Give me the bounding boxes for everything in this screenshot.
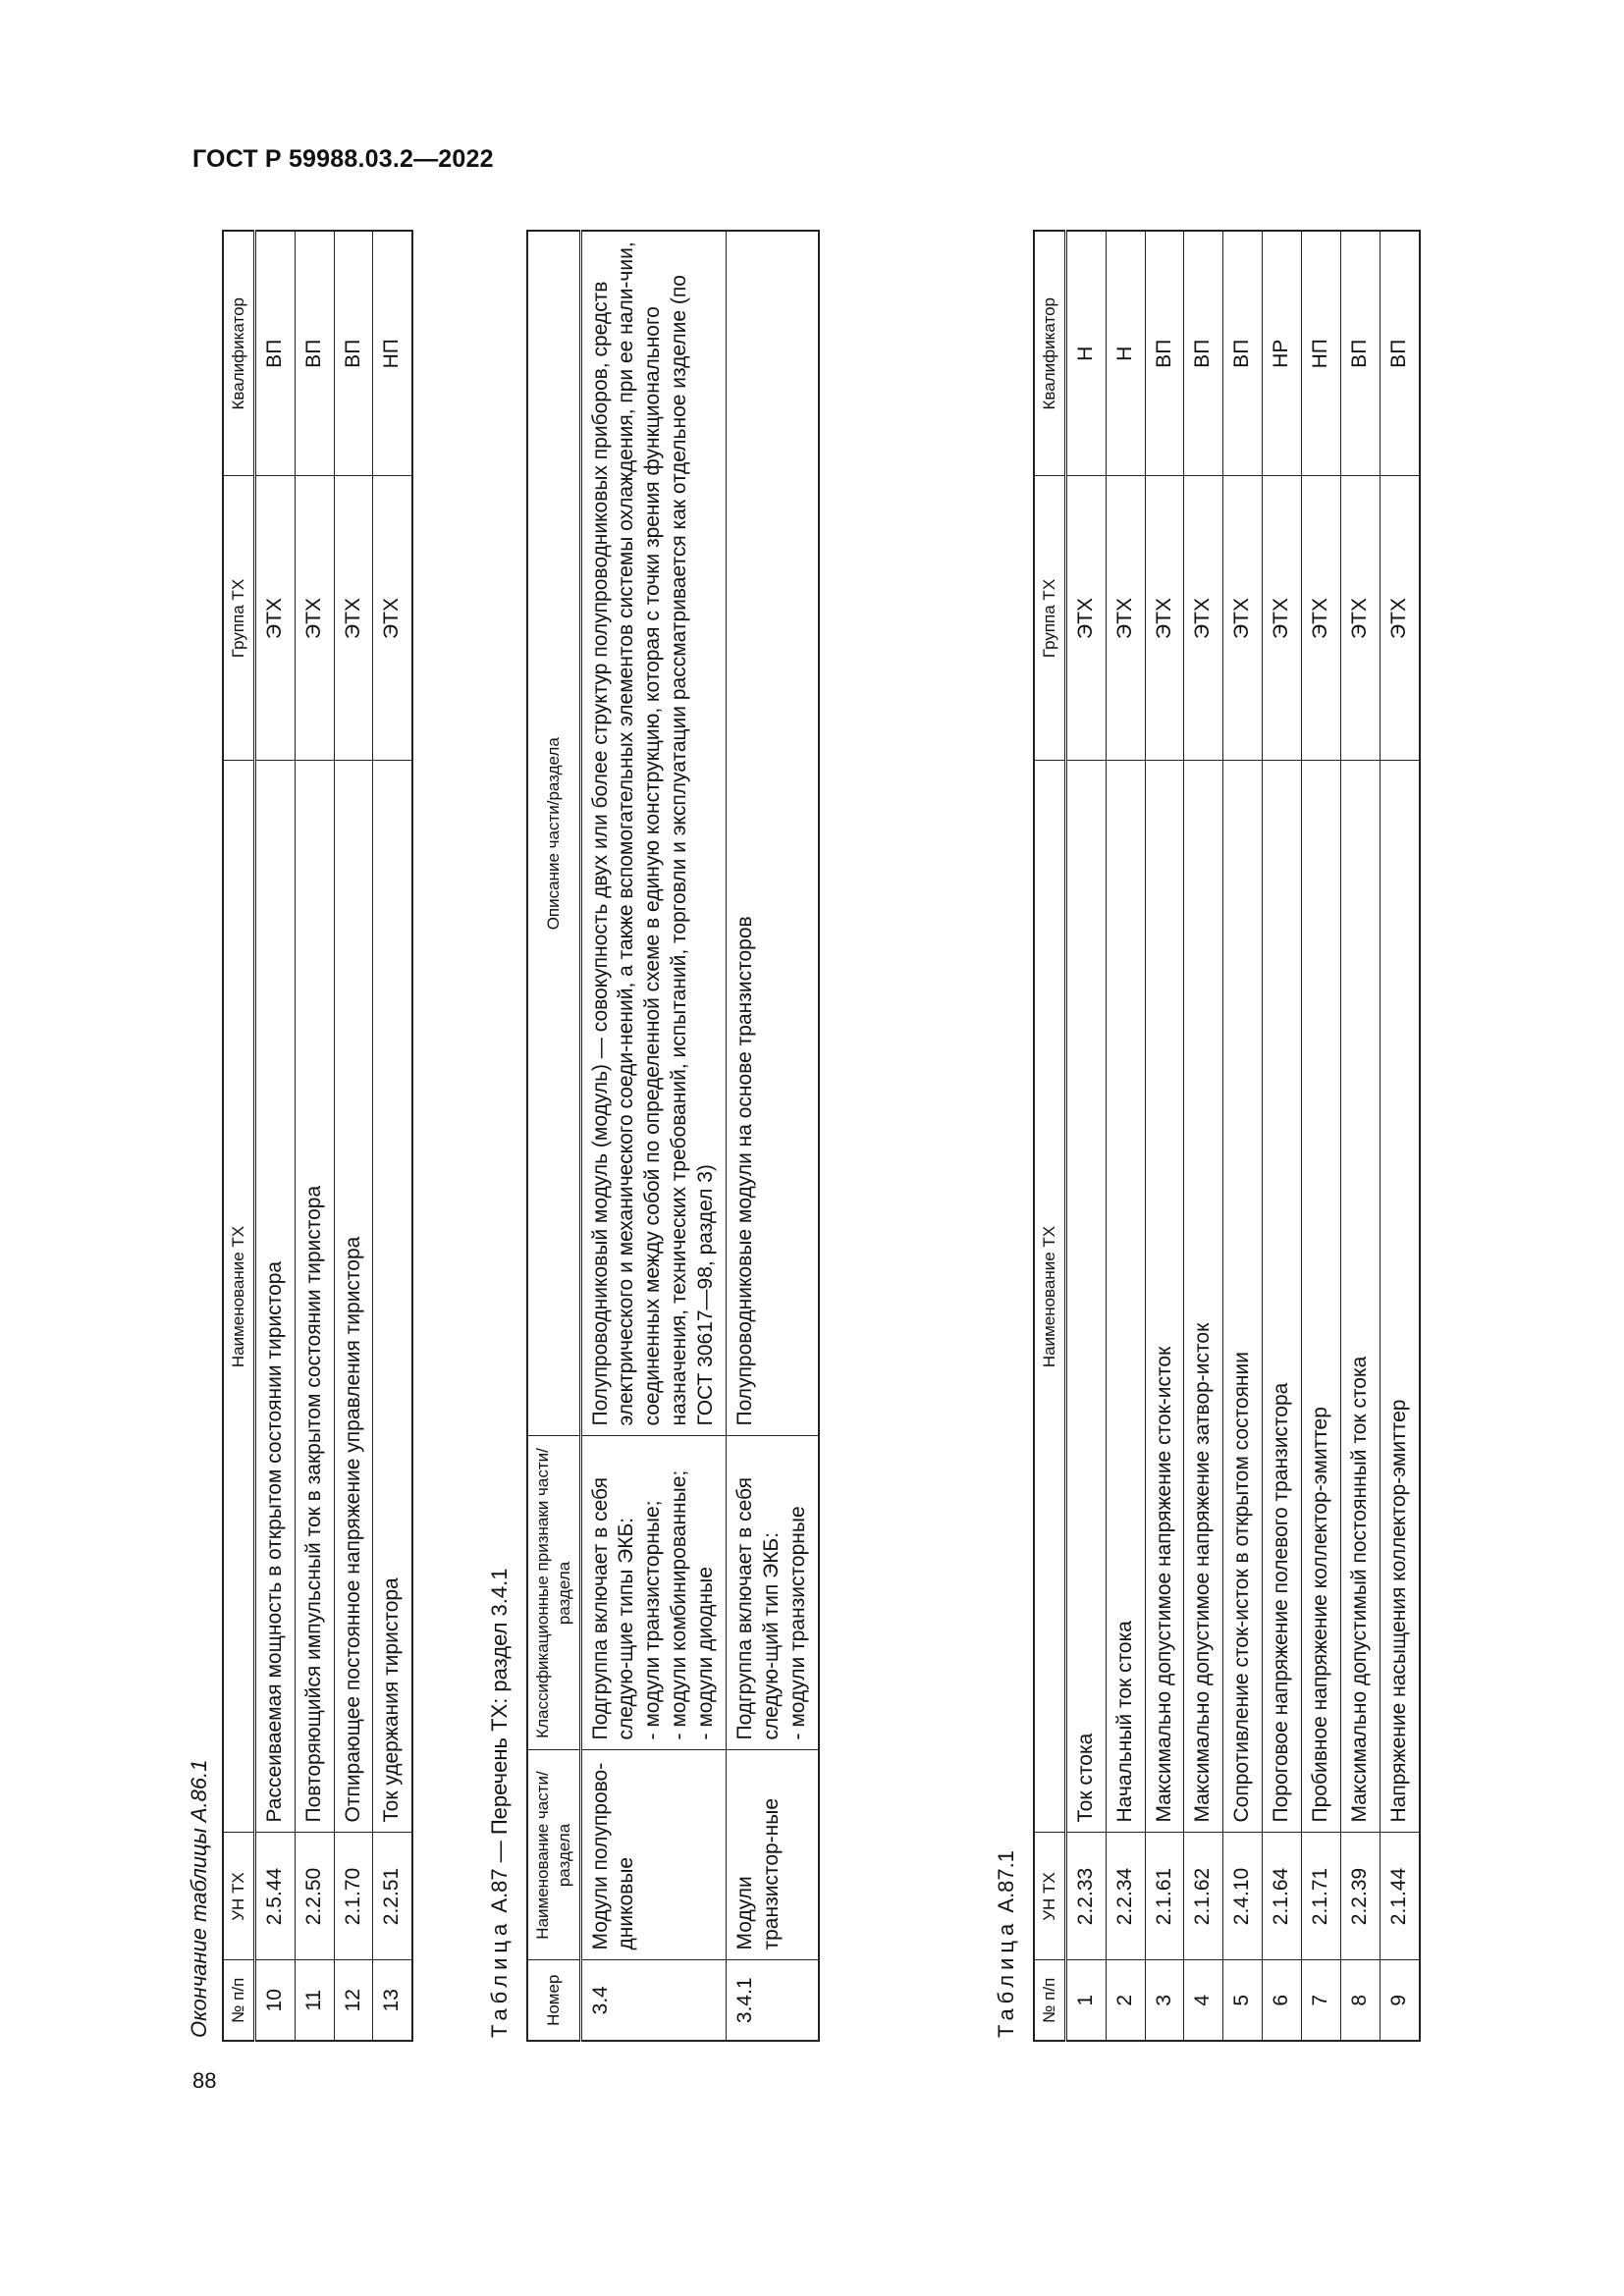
row-number: 6: [1263, 1960, 1302, 2041]
table-row: [1380, 231, 1419, 2041]
row-group-tx: ЭТХ: [1184, 476, 1223, 761]
feature-line: - модули транзисторные;: [641, 1500, 665, 1740]
row-qualifier: ВП: [1380, 231, 1419, 476]
row-group-tx: ЭТХ: [1263, 476, 1302, 761]
row-name-tx: Начальный ток стока: [1106, 761, 1145, 1833]
row-name-tx: Повторяющийся импульсный ток в закрытом состоянии тиристора: [295, 761, 334, 1833]
row-un-tx: 2.2.34: [1106, 1833, 1145, 1960]
row-number: 3.4: [580, 1960, 726, 2041]
row-name-tx: Ток стока: [1065, 761, 1106, 1833]
row-name-tx: Напряжение насыщения коллектор-эмиттер: [1380, 761, 1419, 1833]
table-a871-caption-prefix: Таблица: [994, 1918, 1018, 2038]
row-name-tx: Пороговое напряжение полевого транзистора: [1263, 761, 1302, 1833]
row-name-tx: Пробивное напряжение коллектор-эмиттер: [1302, 761, 1341, 1833]
row-un-tx: 2.2.50: [295, 1833, 334, 1960]
row-number: 1: [1065, 1960, 1106, 2041]
row-part-name: Модули полупрово-дниковые: [580, 1750, 726, 1960]
row-name-tx: Максимально допустимое напряжение затвор-исток: [1184, 761, 1223, 1833]
row-group-tx: ЭТХ: [373, 476, 412, 761]
row-qualifier: ВП: [334, 231, 373, 476]
row-name-tx: Максимально допустимое напряжение сток-исток: [1145, 761, 1184, 1833]
row-un-tx: 2.4.10: [1223, 1833, 1263, 1960]
table-row: [1145, 231, 1184, 2041]
feature-line: Подгруппа включает в себя следую-щие типы ЭКБ:: [588, 1477, 638, 1740]
row-qualifier: НР: [1263, 231, 1302, 476]
table-row: [373, 231, 412, 2041]
row-un-tx: 2.5.44: [254, 1833, 295, 1960]
row-number: 7: [1302, 1960, 1341, 2041]
row-number: 10: [254, 1960, 295, 2041]
row-group-tx: ЭТХ: [295, 476, 334, 761]
col-header-un-tx: УН ТХ: [1034, 1833, 1065, 1960]
col-header-qualifier: Квалификатор: [223, 231, 254, 476]
table-a871-header-row: [1034, 231, 1065, 2041]
table-a87-caption-text: А.87 — Перечень ТХ: раздел 3.4.1: [487, 1568, 512, 1913]
table-row: [726, 231, 818, 2041]
row-number: 3: [1145, 1960, 1184, 2041]
table-a871-caption-text: А.87.1: [994, 1850, 1018, 1913]
table-a87: [526, 230, 820, 2042]
row-number: 4: [1184, 1960, 1223, 2041]
table-row: [334, 231, 373, 2041]
table-row: [295, 231, 334, 2041]
row-qualifier: Н: [1106, 231, 1145, 476]
row-qualifier: ВП: [295, 231, 334, 476]
col-header-number: Номер: [527, 1960, 580, 2041]
row-group-tx: ЭТХ: [1145, 476, 1184, 761]
row-number: 11: [295, 1960, 334, 2041]
row-un-tx: 2.1.44: [1380, 1833, 1419, 1960]
row-number: 9: [1380, 1960, 1419, 2041]
col-header-group-tx: Группа ТХ: [1034, 476, 1065, 761]
row-name-tx: Ток удержания тиристора: [373, 761, 412, 1833]
feature-line: Подгруппа включает в себя следую-щий тип ЭКБ:: [732, 1477, 783, 1740]
row-un-tx: 2.1.71: [1302, 1833, 1341, 1960]
table-a871-caption: [994, 1850, 1019, 2038]
feature-line: - модули диодные: [694, 1567, 717, 1740]
row-qualifier: НП: [1302, 231, 1341, 476]
table-row: [1106, 231, 1145, 2041]
table-row: [1065, 231, 1106, 2041]
row-un-tx: 2.1.70: [334, 1833, 373, 1960]
table-a861-caption: Окончание таблицы А.86.1: [187, 1759, 211, 2038]
col-header-qualifier: Квалификатор: [1034, 231, 1065, 476]
row-group-tx: ЭТХ: [1380, 476, 1419, 761]
row-qualifier: Н: [1065, 231, 1106, 476]
row-un-tx: 2.1.64: [1263, 1833, 1302, 1960]
table-a871: [1033, 230, 1421, 2042]
page-number: 88: [192, 2068, 217, 2093]
col-header-number: № п/п: [223, 1960, 254, 2041]
row-number: 5: [1223, 1960, 1263, 2041]
row-number: 13: [373, 1960, 412, 2041]
row-qualifier: НП: [373, 231, 412, 476]
row-group-tx: ЭТХ: [1340, 476, 1380, 761]
row-name-tx: Максимально допустимый постоянный ток стока: [1340, 761, 1380, 1833]
row-number: 8: [1340, 1960, 1380, 2041]
feature-line: - модули транзисторные: [785, 1506, 809, 1740]
row-group-tx: ЭТХ: [334, 476, 373, 761]
table-a87-caption: [487, 1569, 513, 2038]
table-a861: [222, 230, 413, 2042]
row-qualifier: ВП: [1145, 231, 1184, 476]
row-qualifier: ВП: [1184, 231, 1223, 476]
row-un-tx: 2.2.51: [373, 1833, 412, 1960]
row-number: 12: [334, 1960, 373, 2041]
table-row: [1340, 231, 1380, 2041]
row-un-tx: 2.1.62: [1184, 1833, 1223, 1960]
row-description: Полупроводниковые модули на основе транзисторов: [726, 231, 818, 1436]
rotated-content: [187, 216, 1502, 2042]
table-row: [254, 231, 295, 2041]
row-group-tx: ЭТХ: [1223, 476, 1263, 761]
row-un-tx: 2.1.61: [1145, 1833, 1184, 1960]
row-qualifier: ВП: [1223, 231, 1263, 476]
row-description: Полупроводниковый модуль (модуль) — совокупность двух или более структур полупроводниковых приборов, средств электрического и механического соеди-нений, а также вспомогательных элементов системы охлаждения, при ее нали-чии, соединенных между собой по определенной схеме в единую конструкцию, которая с точки зрения функционального назначения, технических требований, испытаний, торговли и эксплуатации рассматривается как отдельное изделие (по ГОСТ 30617—98, раздел 3): [580, 231, 726, 1436]
row-classification: [580, 1436, 726, 1750]
row-un-tx: 2.2.39: [1340, 1833, 1380, 1960]
row-part-name: Модули транзистор-ные: [726, 1750, 818, 1960]
row-group-tx: ЭТХ: [1302, 476, 1341, 761]
row-classification: [726, 1436, 818, 1750]
row-number: 3.4.1: [726, 1960, 818, 2041]
col-header-name-tx: Наименование ТХ: [223, 761, 254, 1833]
row-group-tx: ЭТХ: [254, 476, 295, 761]
col-header-name-tx: Наименование ТХ: [1034, 761, 1065, 1833]
col-header-number: № п/п: [1034, 1960, 1065, 2041]
row-qualifier: ВП: [1340, 231, 1380, 476]
col-header-un-tx: УН ТХ: [223, 1833, 254, 1960]
table-a861-header-row: [223, 231, 254, 2041]
col-header-classification: Классификационные признаки части/ раздела: [527, 1436, 580, 1750]
row-group-tx: ЭТХ: [1106, 476, 1145, 761]
row-name-tx: Рассеиваемая мощность в открытом состоянии тиристора: [254, 761, 295, 1833]
document-header: ГОСТ Р 59988.03.2—2022: [192, 145, 494, 173]
row-name-tx: Сопротивление сток-исток в открытом состоянии: [1223, 761, 1263, 1833]
table-a87-caption-prefix: Таблица: [487, 1918, 512, 2038]
table-a87-header-row: [527, 231, 580, 2041]
table-row: [1263, 231, 1302, 2041]
feature-line: - модули комбинированные;: [668, 1469, 691, 1740]
table-row: [1184, 231, 1223, 2041]
row-qualifier: ВП: [254, 231, 295, 476]
table-row: [580, 231, 726, 2041]
col-header-group-tx: Группа ТХ: [223, 476, 254, 761]
col-header-description: Описание части/раздела: [527, 231, 580, 1436]
table-row: [1302, 231, 1341, 2041]
row-un-tx: 2.2.33: [1065, 1833, 1106, 1960]
table-row: [1223, 231, 1263, 2041]
col-header-part-name: Наименование части/ раздела: [527, 1750, 580, 1960]
row-group-tx: ЭТХ: [1065, 476, 1106, 761]
row-name-tx: Отпирающее постоянное напряжение управления тиристора: [334, 761, 373, 1833]
row-number: 2: [1106, 1960, 1145, 2041]
